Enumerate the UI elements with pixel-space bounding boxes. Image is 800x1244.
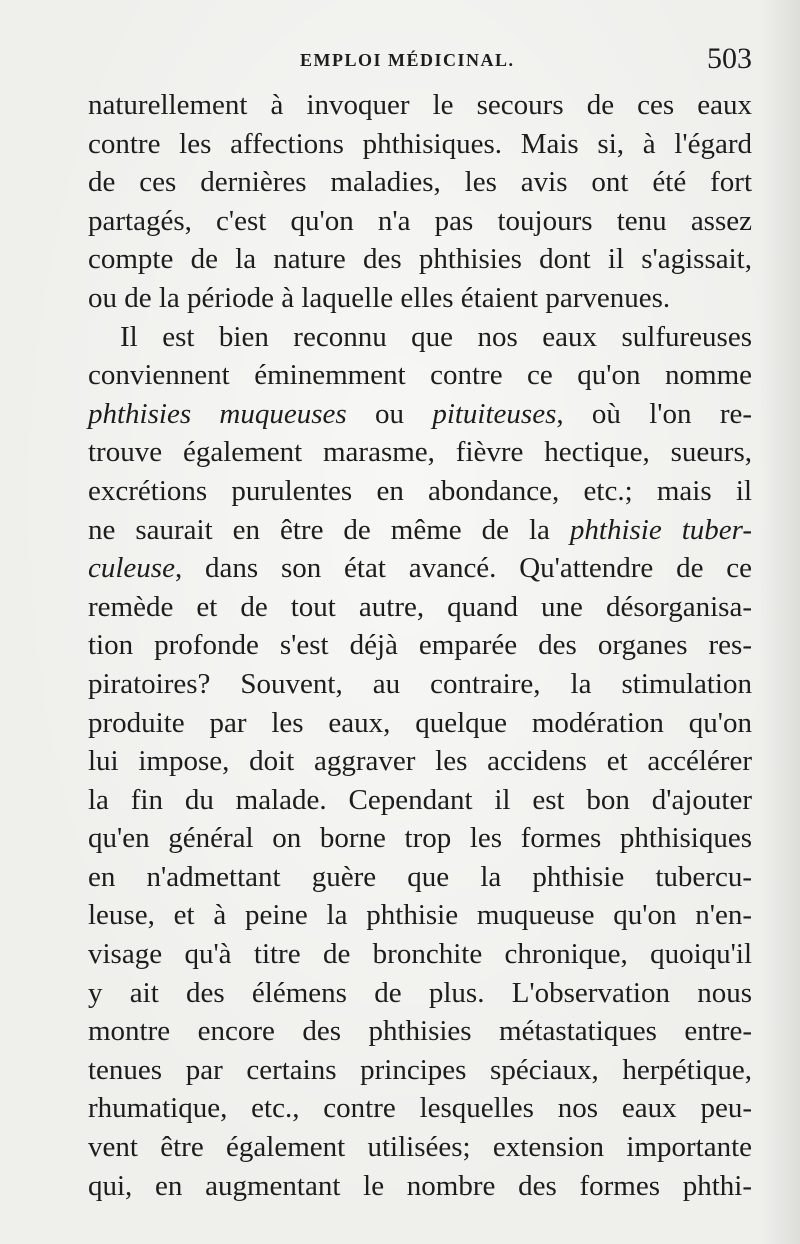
text-line bbox=[88, 395, 752, 434]
text-line: qu'en général on borne trop les formes phthisiques bbox=[88, 822, 752, 855]
text-line: tion profonde s'est déjà emparée des organes res- bbox=[88, 629, 752, 662]
italic-term: pituiteuses bbox=[432, 397, 557, 430]
text-fragment: , où l'on re- bbox=[556, 397, 753, 430]
text-line: visage qu'à titre de bronchite chronique, quoiqu'il bbox=[88, 938, 752, 971]
text-line: produite par les eaux, quelque modération qu'on bbox=[88, 706, 752, 739]
text-line bbox=[88, 549, 752, 588]
text-line: de ces dernières maladies, les avis ont été fort bbox=[88, 166, 752, 199]
text-line: ou de la période à laquelle elles étaient parvenues. bbox=[88, 281, 671, 314]
text-line: y ait des élémens de plus. L'observation nous bbox=[88, 976, 752, 1009]
text-line: la fin du malade. Cependant il est bon d'ajouter bbox=[88, 783, 752, 816]
text-line: excrétions purulentes en abondance, etc.; mais il bbox=[88, 474, 752, 507]
text-line: piratoires? Souvent, au contraire, la stimulation bbox=[88, 667, 752, 700]
text-line: en n'admettant guère que la phthisie tubercu- bbox=[88, 860, 752, 893]
text-line: trouve également marasme, fièvre hectique, sueurs, bbox=[88, 436, 752, 469]
text-line bbox=[88, 511, 752, 550]
italic-term: phthisies muqueuses bbox=[88, 397, 347, 430]
text-line: remède et de tout autre, quand une désorganisa- bbox=[88, 590, 752, 623]
italic-term: culeuse bbox=[88, 552, 175, 585]
text-fragment: , dans son état avancé. Qu'attendre de ce bbox=[174, 552, 752, 585]
text-fragment: ne saurait en être de même de la bbox=[88, 513, 570, 546]
text-line: rhumatique, etc., contre lesquelles nos eaux peu- bbox=[88, 1092, 752, 1125]
text-line: naturellement à invoquer le secours de ces eaux bbox=[88, 89, 752, 121]
body-text bbox=[88, 86, 752, 1205]
text-line: vent être également utilisées; extension importante bbox=[88, 1131, 752, 1164]
text-line: conviennent éminemment contre ce qu'on nomme bbox=[88, 359, 752, 392]
running-title: EMPLOI MÉDICINAL. bbox=[300, 50, 515, 70]
text-fragment: ou bbox=[346, 397, 433, 430]
text-line: lui impose, doit aggraver les accidens et accélérer bbox=[88, 745, 752, 778]
text-line: Il est bien reconnu que nos eaux sulfureuses bbox=[120, 320, 752, 353]
italic-term: phthisie tuber- bbox=[569, 513, 753, 546]
page-edge-shadow bbox=[760, 0, 800, 1244]
page-number: 503 bbox=[707, 42, 752, 75]
text-line: partagés, c'est qu'on n'a pas toujours tenu assez bbox=[88, 204, 752, 237]
page-header bbox=[88, 40, 752, 80]
text-line: qui, en augmentant le nombre des formes phthi- bbox=[88, 1169, 752, 1202]
text-line: tenues par certains principes spéciaux, herpétique, bbox=[88, 1053, 752, 1086]
text-line: compte de la nature des phthisies dont il s'agissait, bbox=[88, 243, 752, 276]
text-line: contre les affections phthisiques. Mais si, à l'égard bbox=[88, 127, 752, 160]
text-line: montre encore des phthisies métastatiques entre- bbox=[88, 1015, 752, 1048]
text-line: leuse, et à peine la phthisie muqueuse qu'on n'en- bbox=[88, 899, 752, 932]
